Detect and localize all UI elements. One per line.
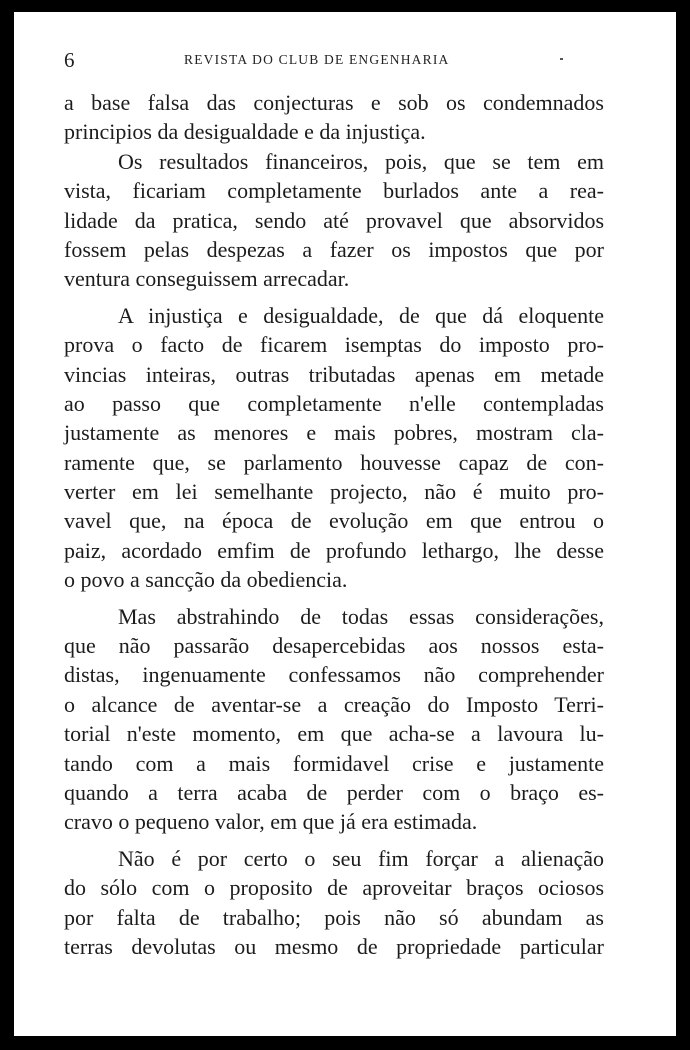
page-header xyxy=(64,48,624,74)
text-line: vincias inteiras, outras tributadas apenas em metade xyxy=(64,361,604,387)
text-line: cravo o pequeno valor, em que já era estimada. xyxy=(64,809,478,835)
book-page xyxy=(14,12,676,1036)
text-line: distas, ingenuamente confessamos não comprehender xyxy=(64,662,604,688)
text-line: prova o facto de ficarem isemptas do imposto pro- xyxy=(64,332,604,358)
text-line: vista, ficariam completamente burlados ante a rea- xyxy=(64,178,604,204)
body-text xyxy=(64,88,604,961)
text-line: ao passo que completamente n'elle contempladas xyxy=(64,390,604,416)
text-line: ramente que, se parlamento houvesse capaz de con- xyxy=(64,449,604,475)
text-line: fossem pelas despezas a fazer os impostos que por xyxy=(64,236,604,262)
text-line: A injustiça e desigualdade, de que dá eloquente xyxy=(118,302,604,328)
running-title: REVISTA DO CLUB DE ENGENHARIA xyxy=(184,52,450,67)
text-line: ventura conseguissem arrecadar. xyxy=(64,266,350,292)
text-line: o povo a sancção da obediencia. xyxy=(64,567,348,593)
text-line: verter em lei semelhante projecto, não é muito pro- xyxy=(64,479,604,505)
text-line: Os resultados financeiros, pois, que se tem em xyxy=(118,148,604,174)
paragraph xyxy=(64,844,604,962)
text-line: tando com a mais formidavel crise e justamente xyxy=(64,750,604,776)
text-line: torial n'este momento, em que acha-se a lavoura lu- xyxy=(64,721,604,747)
text-line: justamente as menores e mais pobres, mostram cla- xyxy=(64,420,604,446)
paragraph xyxy=(64,147,604,294)
paragraph xyxy=(64,301,604,595)
text-line: do sólo com o proposito de aproveitar braços ociosos xyxy=(64,875,604,901)
text-line: lidade da pratica, sendo até provavel que absorvidos xyxy=(64,207,604,233)
text-line: terras devolutas ou mesmo de propriedade particular xyxy=(64,933,604,959)
text-line: Não é por certo o seu fim forçar a alienação xyxy=(118,845,604,871)
paragraph xyxy=(64,88,604,147)
text-line: quando a terra acaba de perder com o braço es- xyxy=(64,779,604,805)
text-line: por falta de trabalho; pois não só abundam as xyxy=(64,904,604,930)
print-speck xyxy=(560,58,563,60)
text-line: Mas abstrahindo de todas essas considerações, xyxy=(118,603,604,629)
text-line: paiz, acordado emfim de profundo lethargo, lhe desse xyxy=(64,537,604,563)
text-line: o alcance de aventar-se a creação do Imposto Terri- xyxy=(64,691,604,717)
text-line: vavel que, na época de evolução em que entrou o xyxy=(64,508,604,534)
page-number: 6 xyxy=(64,48,75,72)
paragraph xyxy=(64,602,604,837)
text-line: a base falsa das conjecturas e sob os condemnados xyxy=(64,90,604,115)
text-line: principios da desigualdade e da injustiça. xyxy=(64,119,426,145)
text-line: que não passarão desapercebidas aos nossos esta- xyxy=(64,633,604,659)
